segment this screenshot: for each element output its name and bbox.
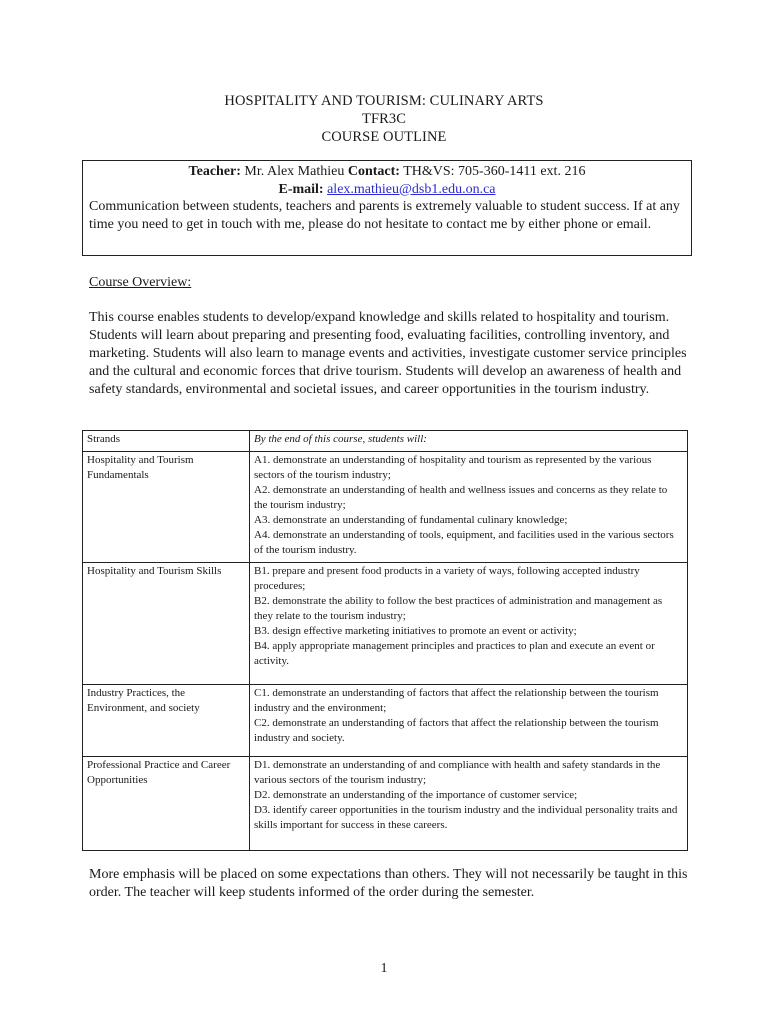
expectation-item: A1. demonstrate an understanding of hospitality and tourism as represented by the various sectors of the tourism industry; [254, 454, 652, 481]
strands-table [82, 430, 688, 851]
course-overview-heading: Course Overview: [89, 275, 192, 290]
expectation-item: D2. demonstrate an understanding of the importance of customer service; [254, 789, 578, 801]
communication-note: Communication between students, teachers and parents is extremely valuable to student success. If at any time you need to get in touch with me, please do not hesitate to contact me by either phone or email. [89, 199, 680, 232]
table-row [83, 757, 688, 851]
teacher-label: Teacher: [188, 164, 241, 179]
contact-label: Contact: [347, 164, 400, 179]
expectation-item: B1. prepare and present food products in a variety of ways, following accepted industry procedures; [254, 565, 640, 592]
course-code: TFR3C [361, 111, 406, 127]
email-line [89, 181, 685, 199]
strand-expectations [250, 452, 688, 563]
expectation-item: D3. identify career opportunities in the tourism industry and the individual personality traits and skills important for success in these careers. [254, 804, 678, 831]
table-header-row [83, 431, 688, 452]
expectation-item: A2. demonstrate an understanding of health and wellness issues and concerns as they relate to the tourism industry; [254, 484, 668, 511]
expectation-item: A4. demonstrate an understanding of tools, equipment, and facilities used in the various sectors of the tourism industry. [254, 529, 674, 556]
strand-expectations [250, 757, 688, 851]
email-link[interactable]: alex.mathieu@dsb1.edu.on.ca [327, 181, 496, 197]
strand-name: Hospitality and Tourism Fundamentals [83, 452, 250, 563]
page-number: 1 [380, 961, 388, 976]
expectation-item: B3. design effective marketing initiatives to promote an event or activity; [254, 625, 577, 637]
table-header-expectations: By the end of this course, students will: [250, 431, 688, 452]
closing-paragraph: More emphasis will be placed on some expectations than others. They will not necessarily be taught in this order. The teacher will keep students informed of the order during the semester. [89, 867, 688, 900]
expectation-item: A3. demonstrate an understanding of fundamental culinary knowledge; [254, 514, 568, 526]
contact-phone: TH&VS: 705-360-1411 ext. 216 [403, 164, 586, 179]
course-overview-text: This course enables students to develop/expand knowledge and skills related to hospitality and tourism. Students will learn about preparing and presenting food, evaluating facilities, controlling inventory, and marketing. Students will also learn to manage events and activities, investigate customer service principles and the cultural and economic forces that drive tourism. Students will develop an awareness of health and safety standards, environmental and societal issues, and career opportunities in the tourism industry. [89, 310, 687, 397]
teacher-name: Mr. Alex Mathieu [244, 164, 345, 179]
table-row [83, 685, 688, 757]
expectation-item: C2. demonstrate an understanding of factors that affect the relationship between the tourism industry and society. [254, 717, 659, 744]
strand-name: Industry Practices, the Environment, and society [83, 685, 250, 757]
strand-expectations [250, 685, 688, 757]
strand-name: Hospitality and Tourism Skills [83, 563, 250, 685]
expectation-item: B4. apply appropriate management principles and practices to plan and execute an event or activity. [254, 640, 655, 667]
strand-name: Professional Practice and Career Opportunities [83, 757, 250, 851]
table-header-strands: Strands [83, 431, 250, 452]
strand-expectations [250, 563, 688, 685]
expectation-item: C1. demonstrate an understanding of factors that affect the relationship between the tourism industry and the environment; [254, 687, 659, 714]
outline-title: COURSE OUTLINE [321, 129, 447, 145]
course-title: HOSPITALITY AND TOURISM: CULINARY ARTS [224, 93, 544, 109]
table-row [83, 563, 688, 685]
expectation-item: D1. demonstrate an understanding of and compliance with health and safety standards in the various sectors of the tourism industry; [254, 759, 661, 786]
contact-box [82, 160, 692, 256]
table-row [83, 452, 688, 563]
email-label: E-mail: [278, 181, 324, 197]
expectation-item: B2. demonstrate the ability to follow the best practices of administration and management as they relate to the tourism industry; [254, 595, 663, 622]
document-title-block [0, 92, 768, 146]
teacher-line [89, 163, 685, 181]
